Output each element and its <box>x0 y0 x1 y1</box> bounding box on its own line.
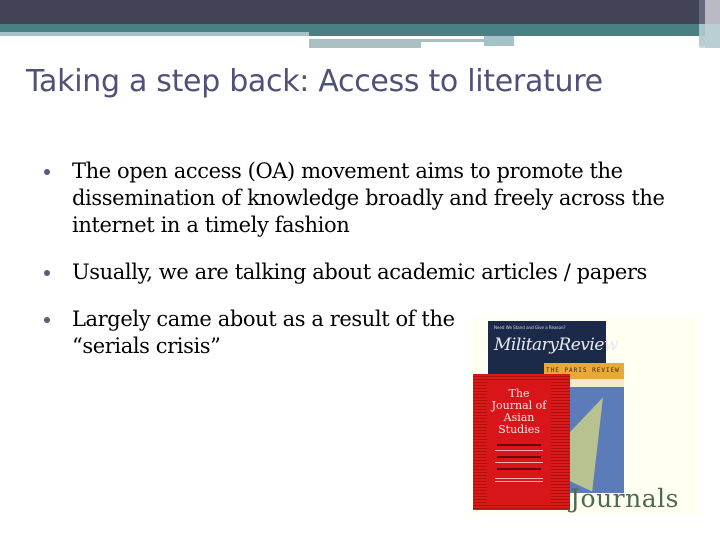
cover-rule <box>497 456 541 458</box>
header-band-light-accent <box>484 36 514 46</box>
header-band-dark <box>0 0 720 24</box>
header-band-teal <box>0 24 720 32</box>
bullet-text: The open access (OA) movement aims to promote the dissemination of knowledge broadly and freely across the internet in a timely fashion <box>72 159 665 237</box>
bullet-dot-icon <box>44 169 50 175</box>
header-right-strip <box>699 24 720 48</box>
bullet-item <box>30 306 460 360</box>
cover-rule <box>495 450 543 451</box>
bullet-dot-icon <box>44 270 50 276</box>
header-band-light-accent <box>309 42 421 48</box>
header-band-light <box>0 32 309 36</box>
cover-tagline: Need We Stand and Give a Reason? <box>494 325 566 330</box>
bullet-item <box>30 259 670 286</box>
cover-rule <box>495 481 543 482</box>
journals-caption: Journals <box>570 484 679 513</box>
journal-of-asian-studies-cover <box>473 374 570 510</box>
bullet-dot-icon <box>44 317 50 323</box>
journals-image <box>470 318 700 514</box>
cover-rule <box>495 462 543 463</box>
cover-title: MilitaryReview <box>494 335 618 355</box>
cover-rule <box>495 478 543 479</box>
header-band-teal-extension <box>309 32 720 36</box>
slide-title: Taking a step back: Access to literature <box>26 64 603 99</box>
bullet-text: Largely came about as a result of the “serials crisis” <box>72 307 455 358</box>
bullet-text: Usually, we are talking about academic articles / papers <box>72 260 647 284</box>
bullet-item <box>30 158 670 239</box>
cover-rule <box>497 468 541 470</box>
cover-title: The Journal of Asian Studies <box>491 387 547 436</box>
cover-title: THE PARIS REVIEW <box>546 367 620 374</box>
cover-rule <box>497 444 541 446</box>
